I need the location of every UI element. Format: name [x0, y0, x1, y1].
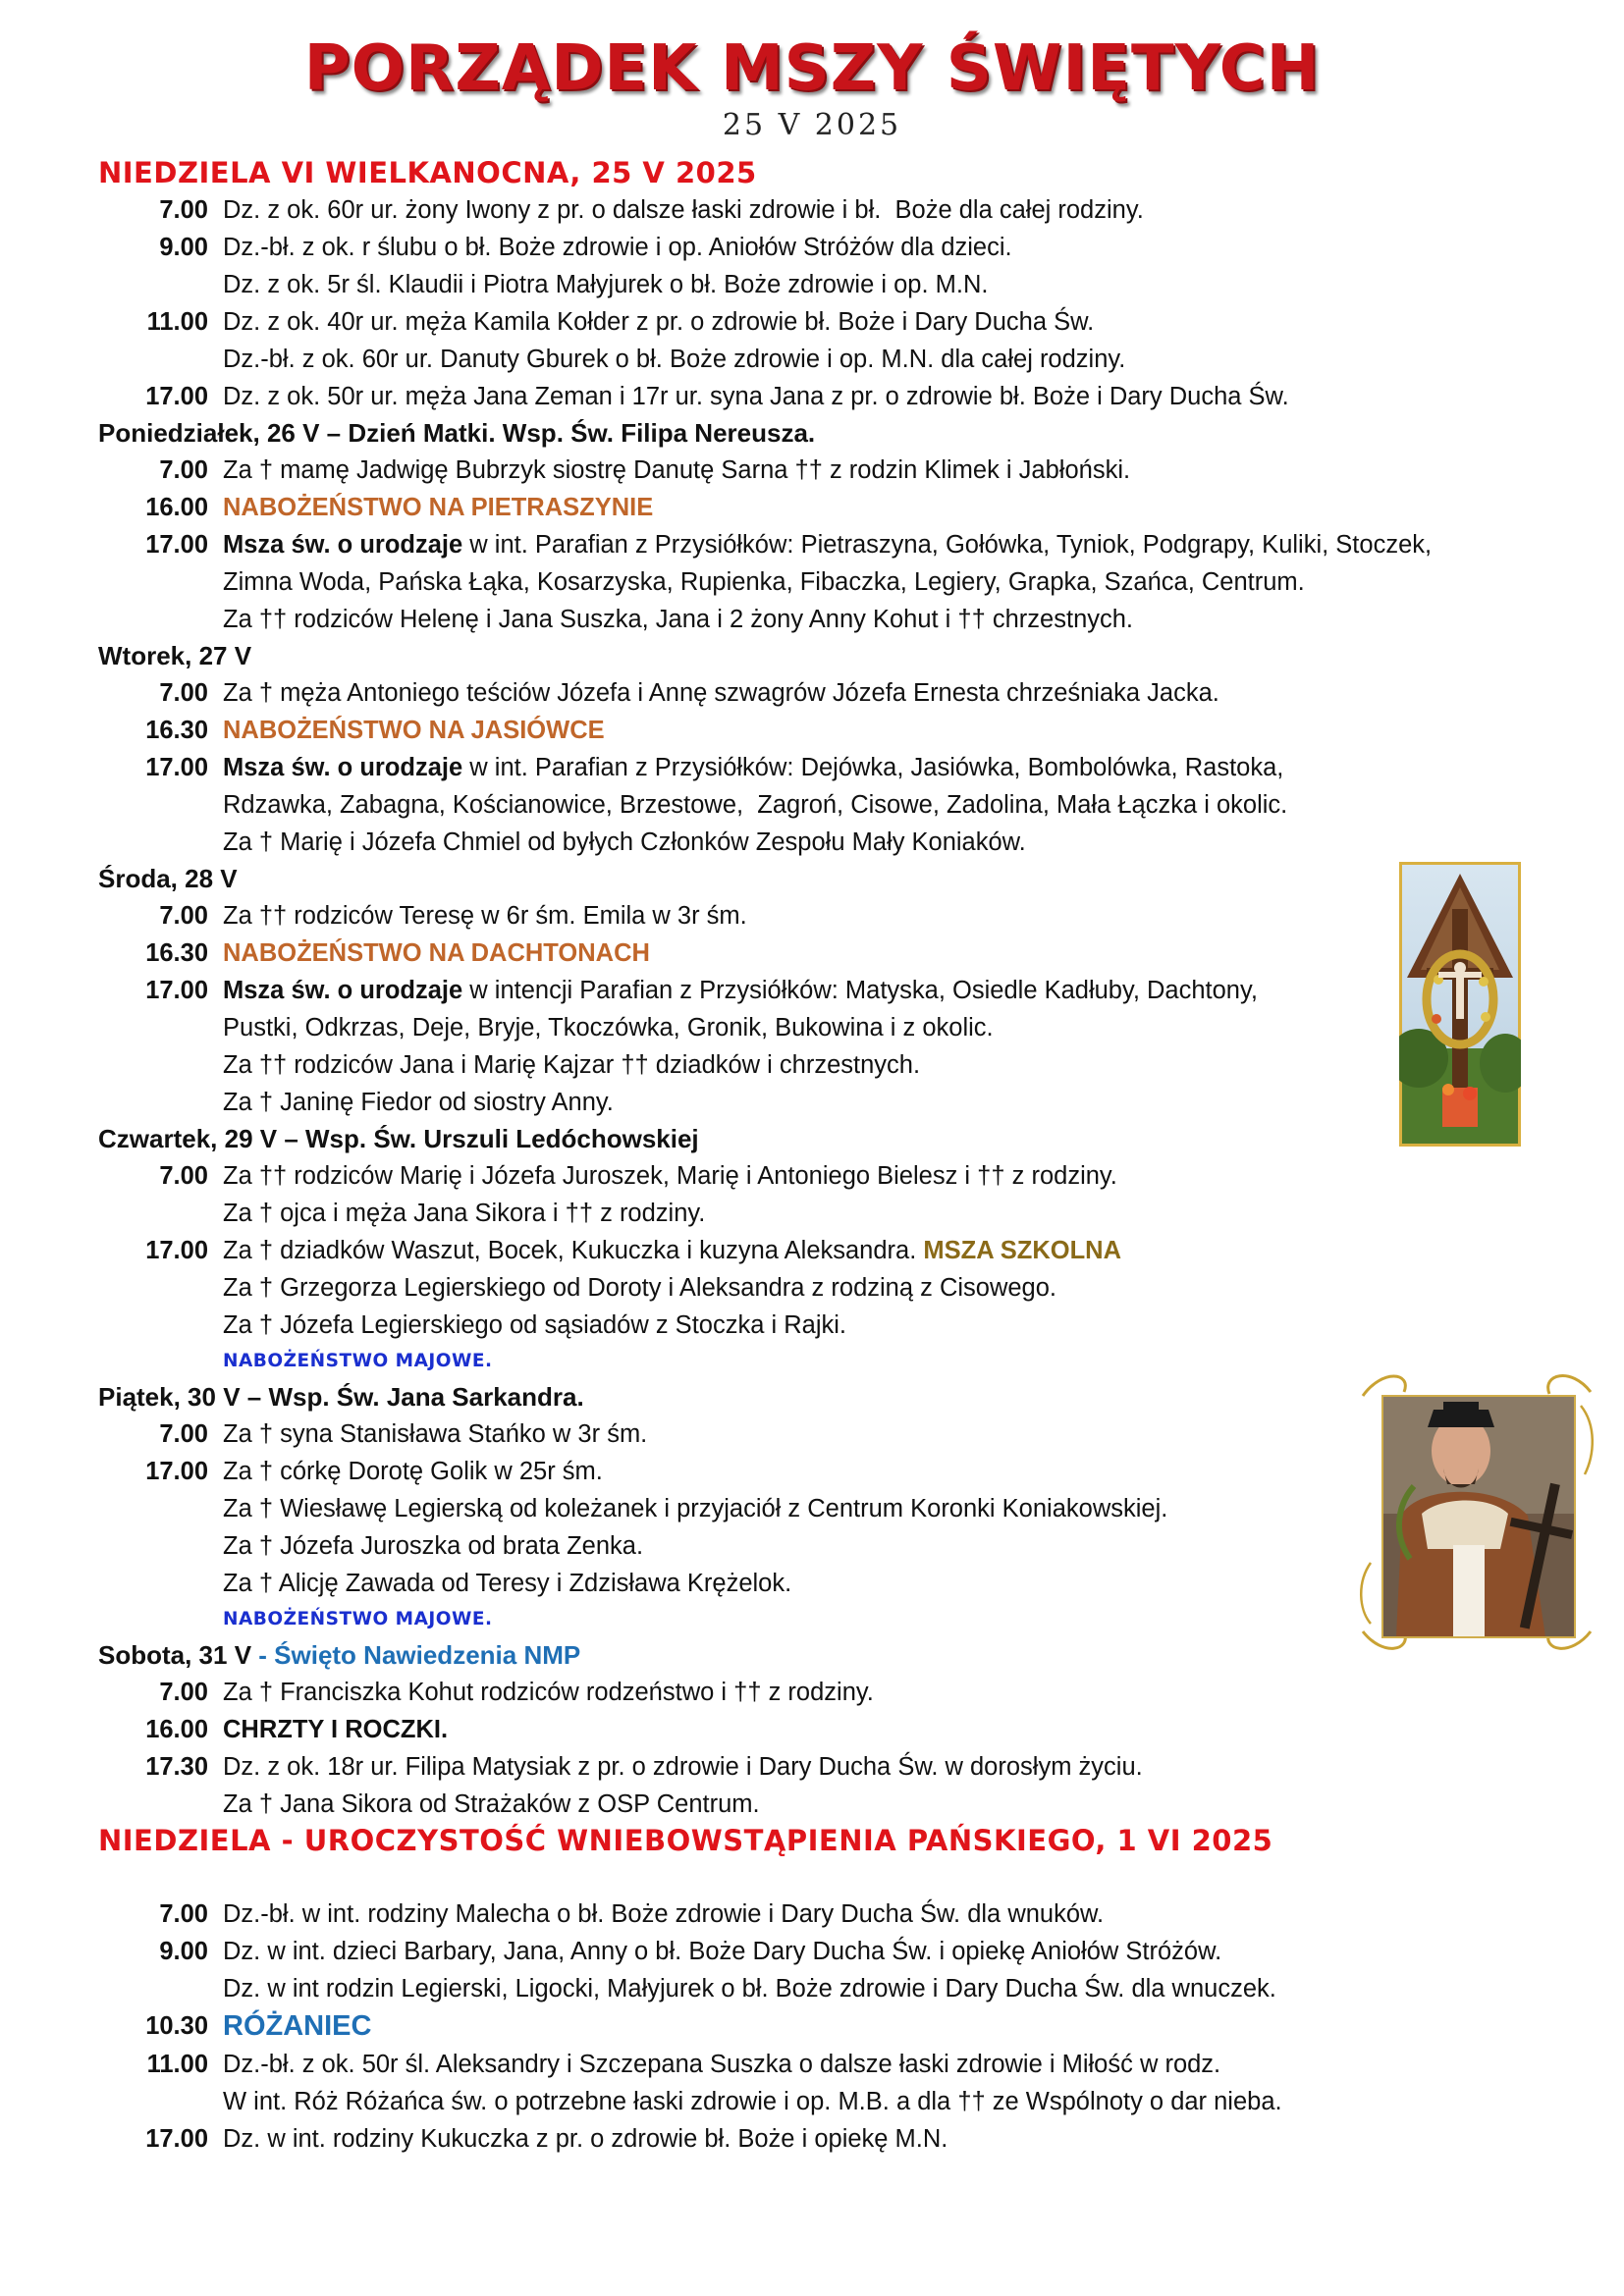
mass-entry-continuation — [98, 1195, 1551, 1232]
day-heading — [98, 1121, 1551, 1157]
intention-text: Dz. w int. dzieci Barbary, Jana, Anny o bł. Boże Dary Ducha Św. i opiekę Aniołów Stróżów. — [223, 1938, 1222, 1965]
intention-text: w int. Parafian z Przysiółków: Pietraszyna, Gołówka, Tyniok, Podgrapy, Kuliki, Stoczek, — [462, 531, 1433, 559]
mass-entry-continuation — [98, 1490, 1551, 1527]
mass-time: 16.00 — [145, 494, 208, 521]
mass-entry — [98, 526, 1551, 563]
intention-text: Za † Józefa Legierskiego od sąsiadów z Stoczka i Rajki. — [223, 1311, 846, 1339]
mass-intention — [223, 1786, 760, 1823]
day-title: NIEDZIELA VI WIELKANOCNA, 25 V 2025 — [98, 156, 757, 189]
mass-intention — [223, 1195, 705, 1232]
intention-text: W int. Róż Różańca św. o potrzebne łaski zdrowie i op. M.B. a dla †† ze Wspólnoty o dar nieba. — [223, 2088, 1282, 2115]
mass-time — [98, 1307, 223, 1344]
mass-note: NABOŻEŃSTWO NA DACHTONACH — [223, 939, 650, 967]
mass-entry — [98, 303, 1551, 341]
mass-intention — [223, 489, 653, 526]
mass-intention — [223, 1674, 874, 1711]
intention-text: Za †† rodziców Marię i Józefa Juroszek, Marię i Antoniego Bielesz i †† z rodziny. — [223, 1162, 1117, 1190]
mass-entry — [98, 1933, 1551, 1970]
day-heading — [98, 1637, 1551, 1674]
mass-entry — [98, 191, 1551, 229]
mass-entry — [98, 2046, 1551, 2083]
mass-entry — [98, 934, 1551, 972]
day-heading — [98, 1823, 1492, 1896]
mass-time: 10.30 — [145, 2012, 208, 2040]
intention-text: Za † ojca i męża Jana Sikora i †† z rodziny. — [223, 1200, 706, 1227]
mass-intention — [223, 378, 1289, 415]
mass-time — [98, 341, 223, 378]
mass-time: 11.00 — [146, 2051, 208, 2078]
mass-intention — [223, 1232, 1121, 1269]
intention-text: Dz.-bł. z ok. 50r śl. Aleksandry i Szczepana Suszka o dalsze łaski zdrowie i Miłość w rodz. — [223, 2051, 1221, 2078]
mass-intention — [223, 1490, 1167, 1527]
mass-time: 9.00 — [159, 1938, 208, 1965]
mass-time: 11.00 — [146, 308, 208, 336]
mass-time: 7.00 — [159, 1162, 208, 1190]
intention-text: Dz. z ok. 50r ur. męża Jana Zeman i 17r ur. syna Jana z pr. o zdrowie bł. Boże i Dary Ducha Św. — [223, 383, 1289, 410]
roadside-cross-image — [1399, 862, 1521, 1147]
intention-text: Za † Józefa Juroszka od brata Zenka. — [223, 1532, 644, 1560]
mass-time: 17.00 — [145, 977, 208, 1004]
page-date: 25 V 2025 — [722, 108, 902, 142]
mass-intention — [223, 1711, 448, 1748]
mass-time: 17.00 — [145, 531, 208, 559]
mass-time — [98, 1970, 223, 2007]
mass-entry — [98, 972, 1551, 1009]
mass-intention — [223, 1415, 647, 1453]
mass-intention — [223, 266, 988, 303]
mass-intention — [223, 1084, 614, 1121]
mass-intention — [223, 1269, 1056, 1307]
mass-intention — [223, 2007, 371, 2046]
mass-entry — [98, 1415, 1551, 1453]
mass-time: 7.00 — [159, 1420, 208, 1448]
mass-intention — [223, 1009, 994, 1046]
mass-intention — [223, 191, 1144, 229]
day-heading — [98, 1379, 1551, 1415]
intention-text: Za †† rodziców Helenę i Jana Suszka, Jana i 2 żony Anny Kohut i †† chrzestnych. — [223, 606, 1134, 633]
mass-intention — [223, 972, 1258, 1009]
mass-entry-continuation — [98, 1009, 1551, 1046]
mass-entry — [98, 1453, 1551, 1490]
mass-entry — [98, 489, 1551, 526]
mass-entry-continuation — [98, 786, 1551, 824]
intention-text: Za † Alicję Zawada od Teresy i Zdzisława Krężelok. — [223, 1570, 792, 1597]
mass-time — [98, 1084, 223, 1121]
intention-text: Za † syna Stanisława Stańko w 3r śm. — [223, 1420, 648, 1448]
intention-text: Za † Wiesławę Legierską od koleżanek i przyjaciół z Centrum Koronki Koniakowskiej. — [223, 1495, 1168, 1522]
mass-time: 16.30 — [145, 939, 208, 967]
mass-time — [98, 1269, 223, 1307]
mass-entry-continuation — [98, 1084, 1551, 1121]
day-title: Wtorek, 27 V — [98, 641, 252, 670]
mass-note: CHRZTY I ROCZKI. — [223, 1716, 449, 1743]
mass-time — [98, 1527, 223, 1565]
may-devotion-note: NABOŻEŃSTWO MAJOWE. — [223, 1351, 493, 1371]
mass-time: 7.00 — [159, 679, 208, 707]
intention-text: Dz. z ok. 40r ur. męża Kamila Kołder z pr. o zdrowie bł. Boże i Dary Ducha Św. — [223, 308, 1095, 336]
day-heading — [98, 415, 1551, 452]
schedule — [98, 155, 1551, 2158]
mass-entry-continuation — [98, 563, 1551, 601]
mass-note: Msza św. o urodzaje — [223, 531, 463, 559]
intention-text: Za † Franciszka Kohut rodziców rodzeństwo i †† z rodziny. — [223, 1679, 874, 1706]
mass-time: 17.00 — [145, 2125, 208, 2153]
intention-text: Dz.-bł. w int. rodziny Malecha o bł. Boże zdrowie i Dary Ducha Św. dla wnuków. — [223, 1900, 1105, 1928]
mass-note: Msza św. o urodzaje — [223, 754, 463, 781]
mass-intention — [223, 526, 1432, 563]
mass-intention — [223, 897, 747, 934]
mass-note: Msza św. o urodzaje — [223, 977, 463, 1004]
mass-intention — [223, 2083, 1282, 2120]
mass-entry — [98, 1711, 1551, 1748]
day-heading — [98, 638, 1551, 674]
mass-time — [98, 1786, 223, 1823]
mass-intention — [223, 749, 1283, 786]
mass-time — [98, 266, 223, 303]
mass-intention — [223, 1453, 603, 1490]
mass-intention — [223, 1046, 920, 1084]
intention-text: Dz.-bł. z ok. r ślubu o bł. Boże zdrowie i op. Aniołów Stróżów dla dzieci. — [223, 234, 1012, 261]
intention-text: Za † Grzegorza Legierskiego od Doroty i Aleksandra z rodziną z Cisowego. — [223, 1274, 1057, 1302]
intention-text: Dz. z ok. 5r śl. Klaudii i Piotra Małyjurek o bł. Boże zdrowie i op. M.N. — [223, 271, 989, 298]
mass-entry-continuation — [98, 1786, 1551, 1823]
mass-time — [98, 601, 223, 638]
mass-note: NABOŻEŃSTWO NA PIETRASZYNIE — [223, 494, 654, 521]
mass-time — [98, 1195, 223, 1232]
mass-time: 17.00 — [145, 1237, 208, 1264]
mass-entry-continuation — [98, 1046, 1551, 1084]
mass-entry-continuation — [98, 824, 1551, 861]
feast-name: - Święto Nawiedzenia NMP — [251, 1640, 581, 1670]
mass-entry — [98, 1748, 1551, 1786]
day-title: Czwartek, 29 V – Wsp. Św. Urszuli Ledóchowskiej — [98, 1124, 699, 1153]
mass-intention — [223, 341, 1125, 378]
mass-time — [98, 824, 223, 861]
intention-text: Dz.-bł. z ok. 60r ur. Danuty Gburek o bł. Boże zdrowie i op. M.N. dla całej rodziny. — [223, 346, 1126, 373]
intention-text: Dz. w int rodzin Legierski, Ligocki, Małyjurek o bł. Boże zdrowie i Dary Ducha Św. dla wnuczek. — [223, 1975, 1276, 2002]
mass-entry-continuation — [98, 1527, 1551, 1565]
mass-time — [98, 1046, 223, 1084]
mass-intention — [223, 563, 1305, 601]
mass-intention — [223, 303, 1094, 341]
intention-text: Za †† rodziców Jana i Marię Kajzar †† dziadków i chrzestnych. — [223, 1051, 921, 1079]
mass-entry — [98, 2007, 1551, 2046]
mass-time: 16.00 — [145, 1716, 208, 1743]
mass-entry — [98, 229, 1551, 266]
mass-intention — [223, 1565, 791, 1602]
mass-intention — [223, 452, 1130, 489]
intention-text: w intencji Parafian z Przysiółków: Matyska, Osiedle Kadłuby, Dachtony, — [462, 977, 1258, 1004]
mass-intention — [223, 1527, 643, 1565]
day-title: Poniedziałek, 26 V – Dzień Matki. Wsp. Św. Filipa Nereusza. — [98, 418, 816, 448]
day-title: Piątek, 30 V – Wsp. Św. Jana Sarkandra. — [98, 1382, 584, 1412]
day-heading — [98, 155, 1551, 191]
intention-text: Za †† rodziców Teresę w 6r śm. Emila w 3r śm. — [223, 902, 747, 930]
mass-intention — [223, 1748, 1143, 1786]
page-title: PORZĄDEK MSZY ŚWIĘTYCH — [303, 32, 1321, 105]
mass-entry — [98, 674, 1551, 712]
mass-entry-continuation — [98, 2083, 1551, 2120]
mass-entry-continuation — [98, 601, 1551, 638]
mass-entry-continuation — [98, 1307, 1551, 1344]
mass-entry-continuation — [98, 1269, 1551, 1307]
mass-time: 9.00 — [159, 234, 208, 261]
mass-intention — [223, 1157, 1117, 1195]
mass-note: MSZA SZKOLNA — [923, 1237, 1122, 1264]
mass-time — [98, 786, 223, 824]
intention-text: Za † dziadków Waszut, Bocek, Kukuczka i kuzyna Aleksandra. — [223, 1237, 924, 1264]
mass-intention — [223, 934, 650, 972]
mass-entry — [98, 2120, 1551, 2158]
mass-intention — [223, 601, 1133, 638]
intention-text: Za † męża Antoniego teściów Józefa i Annę szwagrów Józefa Ernesta chrześniaka Jacka. — [223, 679, 1219, 707]
day-heading — [98, 861, 1551, 897]
mass-time: 17.00 — [145, 1458, 208, 1485]
mass-intention — [223, 674, 1219, 712]
intention-text: Rdzawka, Zabagna, Kościanowice, Brzestowe, Zagroń, Cisowe, Zadolina, Mała Łączka i okolic. — [223, 791, 1288, 819]
mass-entry — [98, 378, 1551, 415]
intention-text: Za † Jana Sikora od Strażaków z OSP Centrum. — [223, 1790, 760, 1818]
mass-intention — [223, 1970, 1276, 2007]
mass-intention — [223, 1307, 846, 1344]
mass-entry — [98, 1896, 1551, 1933]
intention-text: Pustki, Odkrzas, Deje, Bryje, Tkoczówka, Gronik, Bukowina i z okolic. — [223, 1014, 994, 1041]
mass-time: 7.00 — [159, 456, 208, 484]
mass-entry-continuation — [98, 1565, 1551, 1602]
may-devotion-note: NABOŻEŃSTWO MAJOWE. — [223, 1609, 493, 1629]
intention-text: Za † Marię i Józefa Chmiel od byłych Członków Zespołu Mały Koniaków. — [223, 828, 1026, 856]
mass-time: 17.00 — [145, 754, 208, 781]
mass-time — [98, 1009, 223, 1046]
mass-time: 7.00 — [159, 902, 208, 930]
intention-text: w int. Parafian z Przysiółków: Dejówka, Jasiówka, Bombolówka, Rastoka, — [462, 754, 1284, 781]
mass-entry — [98, 897, 1551, 934]
mass-time: 17.00 — [145, 383, 208, 410]
mass-entry — [98, 712, 1551, 749]
day-title: NIEDZIELA - UROCZYSTOŚĆ WNIEBOWSTĄPIENIA PAŃSKIEGO, 1 VI 2025 — [98, 1824, 1273, 1857]
mass-note: RÓŻANIEC — [223, 2010, 372, 2042]
intention-text: Za † Janinę Fiedor od siostry Anny. — [223, 1089, 614, 1116]
mass-intention — [223, 1896, 1104, 1933]
mass-entry — [98, 749, 1551, 786]
mass-intention — [223, 786, 1287, 824]
intention-text: Za † córkę Dorotę Golik w 25r śm. — [223, 1458, 603, 1485]
mass-time: 16.30 — [145, 717, 208, 744]
intention-text: Dz. z ok. 60r ur. żony Iwony z pr. o dalsze łaski zdrowie i bł. Boże dla całej rodziny. — [223, 196, 1144, 224]
mass-entry — [98, 1232, 1551, 1269]
mass-time — [98, 563, 223, 601]
intention-text: Dz. z ok. 18r ur. Filipa Matysiak z pr. o zdrowie i Dary Ducha Św. w dorosłym życiu. — [223, 1753, 1143, 1781]
mass-entry — [98, 1674, 1551, 1711]
mass-entry-continuation — [98, 341, 1551, 378]
mass-intention — [223, 824, 1026, 861]
day-title: Środa, 28 V — [98, 864, 238, 893]
intention-text: Zimna Woda, Pańska Łąka, Kosarzyska, Rupienka, Fibaczka, Legiery, Grapka, Szańca, Centrum. — [223, 568, 1305, 596]
saint-jan-sarkander-image — [1353, 1366, 1600, 1657]
mass-time — [98, 2083, 223, 2120]
mass-intention — [223, 712, 605, 749]
mass-time — [98, 1490, 223, 1527]
mass-time: 7.00 — [159, 1679, 208, 1706]
mass-time: 17.30 — [145, 1753, 208, 1781]
mass-entry-continuation — [98, 266, 1551, 303]
mass-intention — [223, 1933, 1221, 1970]
intention-text: Za † mamę Jadwigę Bubrzyk siostrę Danutę Sarna †† z rodzin Klimek i Jabłoński. — [223, 456, 1131, 484]
mass-entry — [98, 452, 1551, 489]
intention-text: Dz. w int. rodziny Kukuczka z pr. o zdrowie bł. Boże i opiekę M.N. — [223, 2125, 948, 2153]
mass-intention — [223, 229, 1012, 266]
mass-entry-continuation — [98, 1970, 1551, 2007]
mass-intention — [223, 2046, 1220, 2083]
mass-time: 7.00 — [159, 196, 208, 224]
mass-entry — [98, 1157, 1551, 1195]
mass-time — [98, 1565, 223, 1602]
mass-intention — [223, 2120, 947, 2158]
mass-note: NABOŻEŃSTWO NA JASIÓWCE — [223, 717, 605, 744]
day-title: Sobota, 31 V — [98, 1640, 252, 1670]
mass-time: 7.00 — [159, 1900, 208, 1928]
